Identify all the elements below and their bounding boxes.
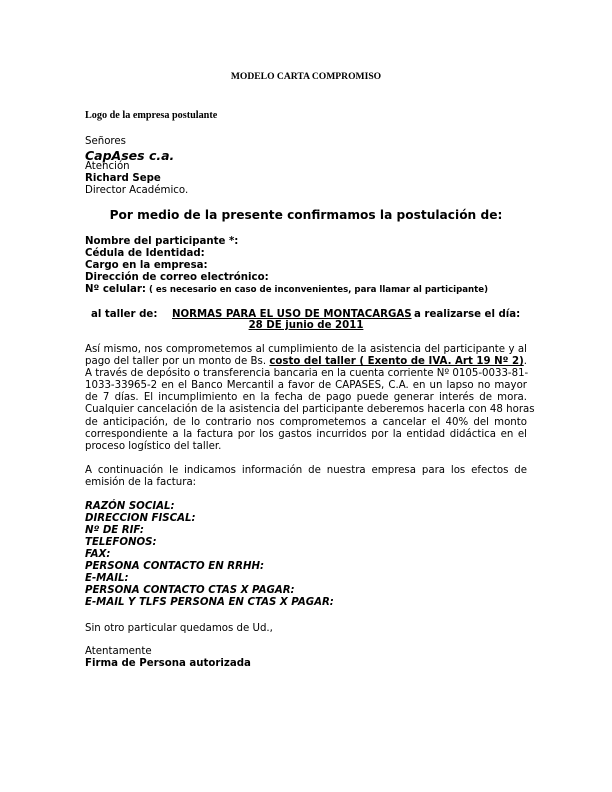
commitment-line-5: de 7 días. El incumplimiento en la fecha de pago puede generar interés de mora. (85, 392, 527, 404)
signature-label: Firma de Persona autorizada (85, 658, 251, 669)
recipient-company: CapAses c.a. (85, 148, 175, 163)
billing-intro-paragraph (85, 465, 527, 489)
cell-label: Nº celular: (85, 284, 146, 295)
closing-regards: Atentamente (85, 646, 152, 657)
commitment-line-8: correspondiente a la factura por los gastos incurridos por la entidad didáctica en el (85, 428, 527, 440)
workshop-cost-link[interactable]: costo del taller ( Exento de IVA. Art 19 Nº 2) (269, 356, 524, 368)
cell-note: ( es necesario en caso de inconvenientes, para llamar al participante) (145, 285, 489, 295)
company-field-contacto-ctas: PERSONA CONTACTO CTAS X PAGAR: (85, 585, 295, 596)
workshop-name: NORMAS PARA EL USO DE MONTACARGAS (172, 309, 412, 320)
commitment-line-6: Cualquier cancelación de la asistencia del participante deberemos hacerla con 48 horas (85, 404, 535, 416)
workshop-date-intro: a realizarse el día: (414, 309, 521, 320)
recipient-role: Director Académico. (85, 185, 189, 196)
participant-cell-field (85, 284, 488, 296)
commitment-line-3: A través de depósito o transferencia bancaria en la cuenta corriente Nº 0105-0033-81- (85, 368, 529, 380)
commitment-line-1: Así mismo, nos comprometemos al cumplimiento de la asistencia del participante y al (85, 344, 527, 355)
participant-position-field: Cargo en la empresa: (85, 260, 208, 271)
commitment-line-2-end: . (523, 356, 527, 368)
attention-label: Atención (85, 161, 130, 172)
participant-email-field: Dirección de correo electrónico: (85, 272, 269, 283)
confirmation-heading: Por medio de la presente confirmamos la postulación de: (109, 208, 503, 222)
billing-intro-line-2: emisión de la factura: (85, 477, 197, 489)
salutation: Señores (85, 136, 126, 147)
document-title: MODELO CARTA COMPROMISO (230, 71, 382, 82)
participant-id-field: Cédula de Identidad: (85, 248, 205, 259)
company-field-telefonos: TELEFONOS: (85, 537, 157, 548)
commitment-paragraph (85, 344, 535, 453)
commitment-line-2 (85, 356, 527, 368)
workshop-intro: al taller de: (91, 309, 158, 320)
company-field-email-tlfs-ctas: E-MAIL Y TLFS PERSONA EN CTAS X PAGAR: (85, 597, 334, 608)
commitment-line-9: proceso logístico del taller. (85, 440, 222, 452)
closing-remark: Sin otro particular quedamos de Ud., (85, 623, 273, 634)
participant-name-field: Nombre del participante *: (85, 236, 239, 247)
company-field-razon-social: RAZÓN SOCIAL: (85, 501, 175, 512)
company-field-fax: FAX: (85, 549, 111, 560)
logo-placeholder-label: Logo de la empresa postulante (85, 110, 218, 121)
company-field-rif: Nº DE RIF: (85, 525, 144, 536)
commitment-line-7: de anticipación, de lo contrario nos comprometemos a cancelar el 40% del monto (85, 416, 527, 428)
workshop-date: 28 DE junio de 2011 (248, 320, 364, 331)
company-field-email: E-MAIL: (85, 573, 129, 584)
billing-intro-line-1: A continuación le indicamos información de nuestra empresa para los efectos de (85, 465, 527, 476)
commitment-line-4: 1033-33965-2 en el Banco Mercantil a favor de CAPASES, C.A. en un lapso no mayor (85, 380, 527, 392)
company-field-contacto-rrhh: PERSONA CONTACTO EN RRHH: (85, 561, 265, 572)
company-field-direccion-fiscal: DIRECCION FISCAL: (85, 513, 196, 524)
recipient-name: Richard Sepe (85, 173, 161, 184)
commitment-line-2-text: pago del taller por un monto de Bs. (85, 356, 270, 368)
